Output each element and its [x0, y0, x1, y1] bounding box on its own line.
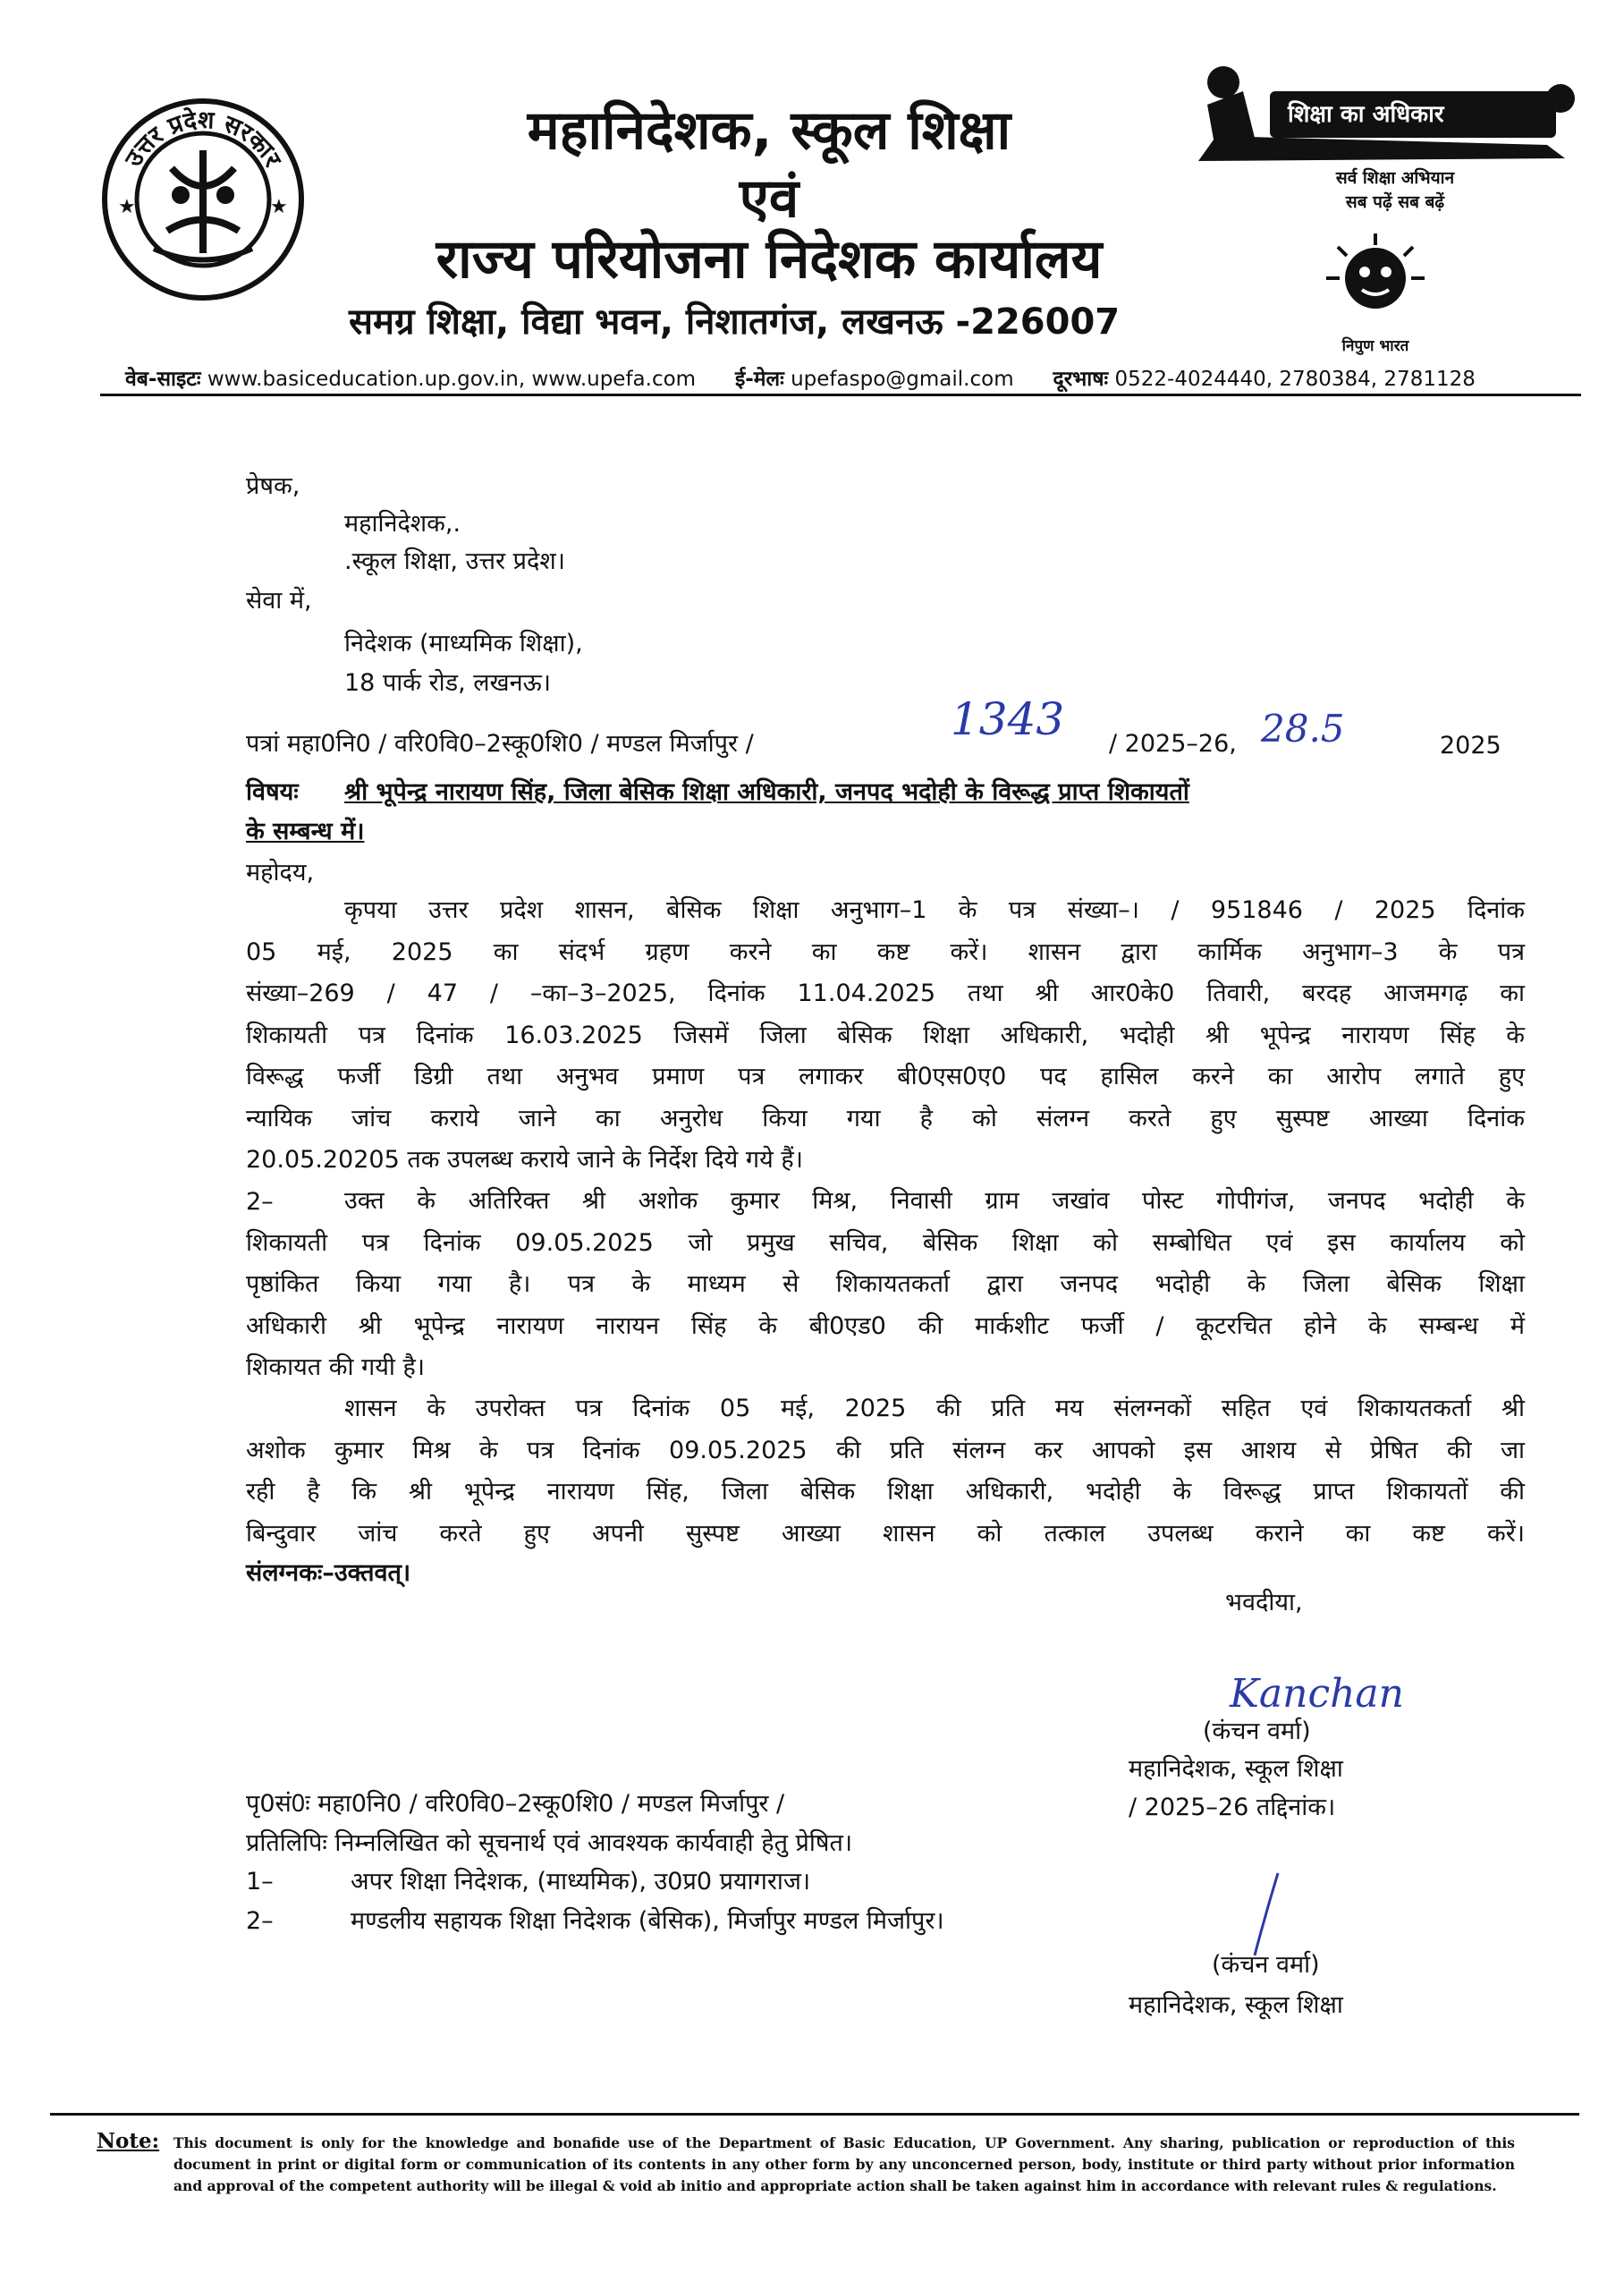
nipun-bharat-text: निपुण भारत [1341, 337, 1409, 355]
svg-text:★: ★ [118, 196, 136, 218]
paragraph-line: विरूद्ध फर्जी डिग्री तथा अनुभव प्रमाण पत्र लगाकर बी0एस0ए0 पद हासिल करने का आरोप लगाते हुए [246, 1063, 1525, 1090]
sender-line2: .स्कूल शिक्षा, उत्तर प्रदेश। [344, 547, 565, 575]
paragraph-line: शासन के उपरोक्त पत्र दिनांक 05 मई, 2025 की प्रति मय संलग्नकों सहित एवं शिकायतकर्ता श्री [344, 1395, 1525, 1422]
paragraph-line: 05 मई, 2025 का संदर्भ ग्रहण करने का कष्ट करें। शासन द्वारा कार्मिक अनुभाग–3 के पत्र [246, 937, 1525, 966]
signatory-name: (कंचन वर्मा) [1203, 1718, 1311, 1745]
letter-ref-year-end: 2025 [1440, 732, 1501, 759]
recipient-line1: निदेशक (माध्यमिक शिक्षा), [344, 630, 583, 657]
recipient-label: सेवा में, [246, 587, 312, 615]
paragraph-line: न्यायिक जांच कराये जाने का अनुरोध किया गया है को संलग्न करते हुए सुस्पष्ट आख्या दिनांक [246, 1104, 1525, 1132]
letter-ref-number: 1343 [951, 693, 1065, 745]
paragraph-2-number: 2– [246, 1188, 274, 1216]
paragraph-line: 20.05.20205 तक उपलब्ध कराये जाने के निर्देश दिये गये हैं। [246, 1146, 803, 1174]
endorsement-ref: पृ0सं0ः महा0नि0 / वरि0वि0–2स्कू0शि0 / मण्डल मिर्जापुर / [246, 1790, 785, 1818]
email-label: ई-मेलः [734, 368, 784, 391]
letter-ref-prefix: पत्रां महा0नि0 / वरि0वि0–2स्कू0शि0 / मण्डल मिर्जापुर / [246, 730, 754, 758]
endorsement-signatory-title: महानिदेशक, स्कूल शिक्षा [1129, 1991, 1343, 2019]
paragraph-1 [246, 890, 1525, 1182]
endorsement-signatory-name: (कंचन वर्मा) [1212, 1951, 1320, 1979]
paragraph-line: अधिकारी श्री भूपेन्द्र नारायण नारायन सिंह के बी0एड0 की मार्कशीट फर्जी / कूटरचित होने के सम्बन्ध में [246, 1311, 1525, 1340]
copy-item-number: 1– [246, 1868, 274, 1896]
svg-text:★: ★ [270, 196, 288, 218]
signatory-title: महानिदेशक, स्कूल शिक्षा [1129, 1755, 1343, 1783]
office-title-line3: राज्य परियोजना निदेशक कार्यालय [436, 228, 1103, 291]
phone-value: 0522-4024440, 2780384, 2781128 [1114, 368, 1476, 391]
paragraph-line: कृपया उत्तर प्रदेश शासन, बेसिक शिक्षा अनुभाग–1 के पत्र संख्या–। / 951846 / 2025 दिनांक [344, 896, 1525, 924]
subject-line1: श्री भूपेन्द्र नारायण सिंह, जिला बेसिक शिक्षा अधिकारी, जनपद भदोही के विरूद्ध प्राप्त शिकायतों [344, 778, 1189, 806]
copy-item-number: 2– [246, 1907, 274, 1935]
rte-logo-text: शिक्षा का अधिकार [1288, 101, 1444, 128]
emblem-text: उत्तर प्रदेश सरकार [119, 106, 287, 172]
office-title-line1: महानिदेशक, स्कूल शिक्षा [527, 99, 1011, 162]
endorsement-ref-year: / 2025–26 तद्दिनांक। [1129, 1794, 1336, 1821]
subject-line2: के सम्बन्ध में। [246, 818, 365, 845]
ssa-line1: सर्व शिक्षा अभियान [1335, 168, 1455, 188]
email-value: upefaspo@gmail.com [791, 368, 1014, 391]
paragraph-line: उक्त के अतिरिक्त श्री अशोक कुमार मिश्र, निवासी ग्राम जखांव पोस्ट गोपीगंज, जनपद भदोही के [344, 1187, 1525, 1215]
phone-label: दूरभाषः [1053, 368, 1109, 391]
letter-ref-year: / 2025–26, [1109, 730, 1237, 758]
note-label: Note: [97, 2129, 160, 2153]
paragraph-line: शिकायत की गयी है। [246, 1353, 426, 1381]
enclosure-line: संलग्नकः–उक्तवत्। [246, 1559, 411, 1587]
letter-ref-date: 28.5 [1261, 707, 1345, 751]
paragraph-3 [246, 1388, 1525, 1555]
paragraph-line: शिकायती पत्र दिनांक 16.03.2025 जिसमें जिला बेसिक शिक्षा अधिकारी, भदोही श्री भूपेन्द्र नारायण सिंह के [246, 1021, 1525, 1049]
paragraph-line: संख्या–269 / 47 / –का–3–2025, दिनांक 11.04.2025 तथा श्री आर0के0 तिवारी, बरदह आजमगढ़ का [246, 980, 1525, 1007]
contact-line [125, 363, 1476, 392]
copy-line: प्रतिलिपिः निम्नलिखित को सूचनार्थ एवं आवश्यक कार्यवाही हेतु प्रेषित। [246, 1829, 853, 1857]
paragraph-line: पृष्ठांकित किया गया है। पत्र के माध्यम से शिकायतकर्ता द्वारा जनपद भदोही के जिला बेसिक शिक्षा [246, 1270, 1525, 1298]
signature-handwritten: Kanchan [1230, 1671, 1404, 1717]
paragraph-line: अशोक कुमार मिश्र के पत्र दिनांक 09.05.2025 की प्रति संलग्न कर आपको इस आशय से प्रेषित की जा [246, 1436, 1525, 1464]
note-text: This document is only for the knowledge and bonafide use of the Department of Basic Education, UP Government. Any sharing, publication or reproduction of this document in print or digital form or communication of its contents in any other form by any unconcerned person, body, institute or third party without prior information and approval of the competent authority will be illegal & void ab initio and appropriate action shall be taken against him in accordance with relevant rules & regulations. [173, 2134, 1515, 2194]
paragraph-line: रही है कि श्री भूपेन्द्र नारायण सिंह, जिला बेसिक शिक्षा अधिकारी, भदोही के विरूद्ध प्राप्त शिकायतों की [246, 1478, 1525, 1505]
sender-line1: महानिदेशक,. [344, 510, 461, 538]
recipient-line2: 18 पार्क रोड, लखनऊ। [344, 669, 552, 697]
salutation: महोदय, [246, 859, 315, 886]
copy-item-text: मण्डलीय सहायक शिक्षा निदेशक (बेसिक), मिर्जापुर मण्डल मिर्जापुर। [351, 1907, 944, 1935]
copy-item-text: अपर शिक्षा निदेशक, (माध्यमिक), उ0प्र0 प्रयागराज। [351, 1868, 811, 1896]
closing-text: भवदीया, [1225, 1589, 1303, 1616]
website-label: वेब-साइटः [125, 368, 201, 391]
website-value: www.basiceducation.up.gov.in, www.upefa.com [207, 368, 697, 391]
nipun-bharat-logo [1322, 229, 1429, 327]
sender-label: प्रेषक, [246, 472, 300, 500]
paragraph-line: शिकायती पत्र दिनांक 09.05.2025 जो प्रमुख सचिव, बेसिक शिक्षा को सम्बोधित एवं इस कार्यालय को [246, 1228, 1525, 1257]
paragraph-line: बिन्दुवार जांच करते हुए अपनी सुस्पष्ट आख्या शासन को तत्काल उपलब्ध कराने का कष्ट करें। [246, 1519, 1525, 1548]
footer-divider [50, 2113, 1579, 2116]
ssa-tagline: सब पढ़ें सब बढ़ें [1345, 192, 1445, 212]
header-divider [100, 394, 1581, 396]
paragraph-2 [246, 1181, 1525, 1389]
office-address: समग्र शिक्षा, विद्या भवन, निशातगंज, लखनऊ -226007 [349, 301, 1121, 343]
office-title-line2: एवं [739, 167, 799, 230]
up-government-emblem [100, 97, 306, 302]
subject-label: विषयः [246, 778, 299, 806]
